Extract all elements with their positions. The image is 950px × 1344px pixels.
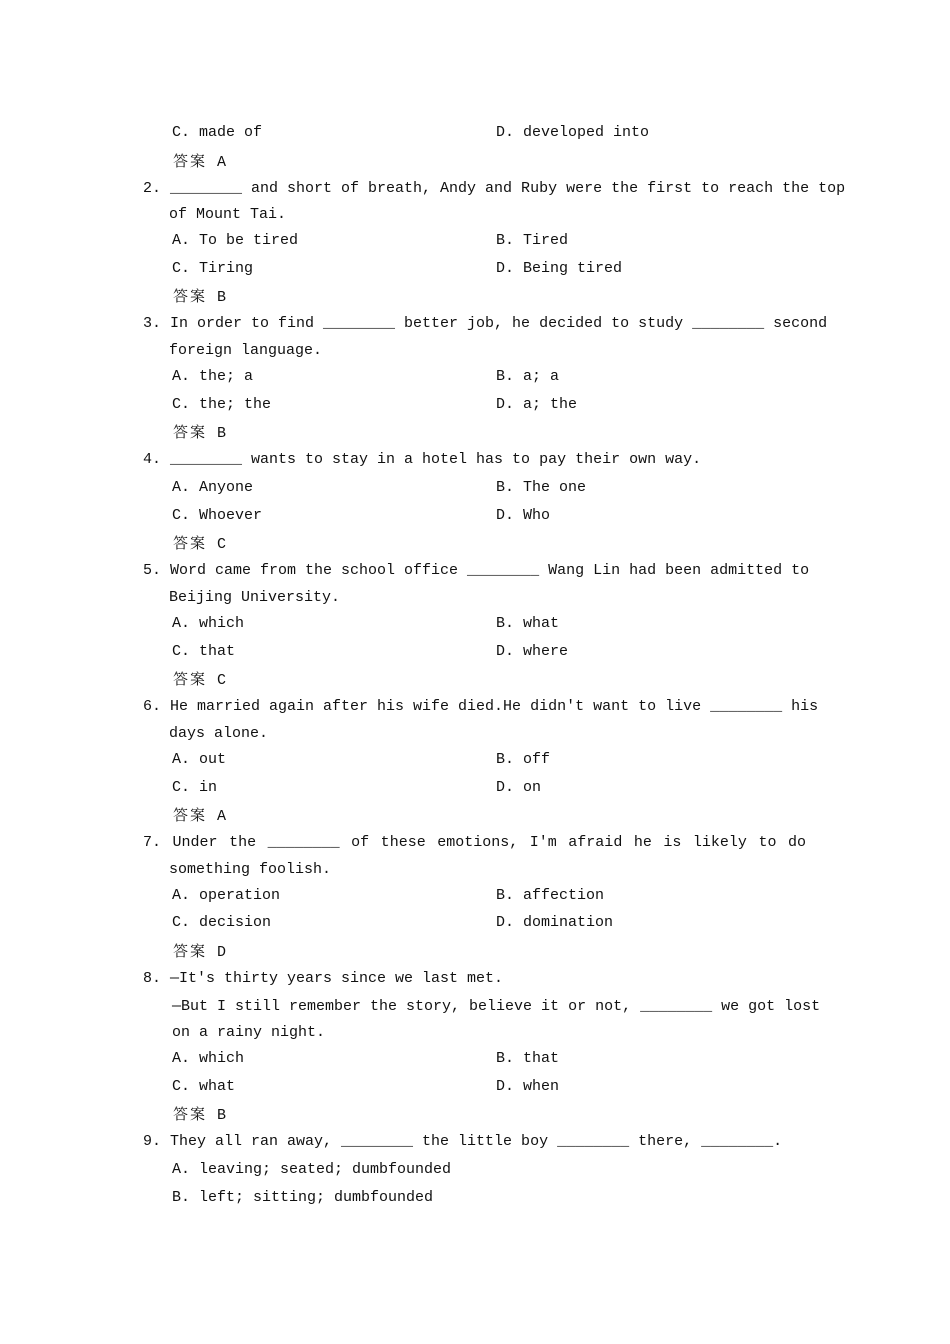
question-7 (143, 833, 806, 853)
question-text-cont: of Mount Tai. (169, 206, 287, 223)
option-a: A. To be tired (172, 232, 299, 249)
question-8: 8. —It's thirty years since we last met. (143, 970, 504, 987)
option-c: C. Whoever (172, 507, 263, 524)
option-d: D. when (496, 1078, 560, 1095)
option-b: B. a; a (496, 368, 560, 385)
answer-value: B (217, 425, 227, 442)
question-8-reply (172, 997, 821, 1017)
answer-value: A (217, 154, 227, 171)
question-text-cont: foreign language. (169, 342, 323, 359)
answer-label: 答案 (173, 1105, 208, 1123)
option-c: C. Tiring (172, 260, 254, 277)
answer-line (173, 1104, 226, 1126)
question-3 (143, 314, 828, 334)
option-c: C. in (172, 779, 218, 796)
question-text: 2. ________ and short of breath, Andy and Ruby were the first to reach the top (143, 180, 846, 197)
question-2 (143, 179, 846, 199)
question-text: —But I still remember the story, believe it or not, ________ we got lost (172, 998, 821, 1015)
answer-value: B (217, 1107, 227, 1124)
option-d: D. a; the (496, 396, 578, 413)
option-c: C. the; the (172, 396, 272, 413)
option-a: A. operation (172, 887, 281, 904)
answer-label: 答案 (173, 806, 208, 824)
question-text: 3. In order to find ________ better job, he decided to study ________ second (143, 315, 828, 332)
option-b: B. what (496, 615, 560, 632)
answer-label: 答案 (173, 942, 208, 960)
answer-line (173, 941, 226, 963)
option-a: A. out (172, 751, 227, 768)
question-4: 4. ________ wants to stay in a hotel has to pay their own way. (143, 451, 702, 468)
option-b: B. Tired (496, 232, 569, 249)
answer-value: C (217, 536, 227, 553)
answer-line (173, 669, 226, 691)
answer-value: D (217, 944, 227, 961)
option-d: D. Who (496, 507, 551, 524)
answer-line (173, 422, 226, 444)
option-a: A. Anyone (172, 479, 254, 496)
question-text: 5. Word came from the school office ________ Wang Lin had been admitted to (143, 562, 810, 579)
answer-line (173, 533, 226, 555)
option-b: B. affection (496, 887, 605, 904)
option-a: A. which (172, 615, 245, 632)
answer-value: A (217, 808, 227, 825)
question-text-cont: days alone. (169, 725, 269, 742)
option-d: D. on (496, 779, 542, 796)
answer-label: 答案 (173, 534, 208, 552)
answer-value: B (217, 289, 227, 306)
question-text: 7. Under the ________ of these emotions, I'm afraid he is likely to do (143, 834, 806, 851)
question-9: 9. They all ran away, ________ the little boy ________ there, ________. (143, 1133, 783, 1150)
option-c: C. that (172, 643, 236, 660)
option-a: A. which (172, 1050, 245, 1067)
option-d: D. domination (496, 914, 614, 931)
answer-label: 答案 (173, 423, 208, 441)
option-d: D. where (496, 643, 569, 660)
option-c: C. made of (172, 124, 263, 141)
answer-line (173, 151, 226, 173)
question-5 (143, 561, 810, 581)
option-b: B. that (496, 1050, 560, 1067)
question-text-cont: on a rainy night. (172, 1024, 326, 1041)
option-a: A. the; a (172, 368, 254, 385)
question-text-cont: something foolish. (169, 861, 332, 878)
option-c: C. what (172, 1078, 236, 1095)
option-d: D. developed into (496, 124, 650, 141)
option-b: B. The one (496, 479, 587, 496)
answer-label: 答案 (173, 670, 208, 688)
option-d: D. Being tired (496, 260, 623, 277)
option-b: B. left; sitting; dumbfounded (172, 1189, 434, 1206)
option-a: A. leaving; seated; dumbfounded (172, 1161, 452, 1178)
answer-label: 答案 (173, 287, 208, 305)
question-text: 6. He married again after his wife died.He didn't want to live ________ his (143, 698, 819, 715)
answer-line (173, 286, 226, 308)
answer-label: 答案 (173, 152, 208, 170)
option-b: B. off (496, 751, 551, 768)
question-text-cont: Beijing University. (169, 589, 341, 606)
question-6 (143, 697, 819, 717)
option-c: C. decision (172, 914, 272, 931)
answer-line (173, 805, 226, 827)
answer-value: C (217, 672, 227, 689)
